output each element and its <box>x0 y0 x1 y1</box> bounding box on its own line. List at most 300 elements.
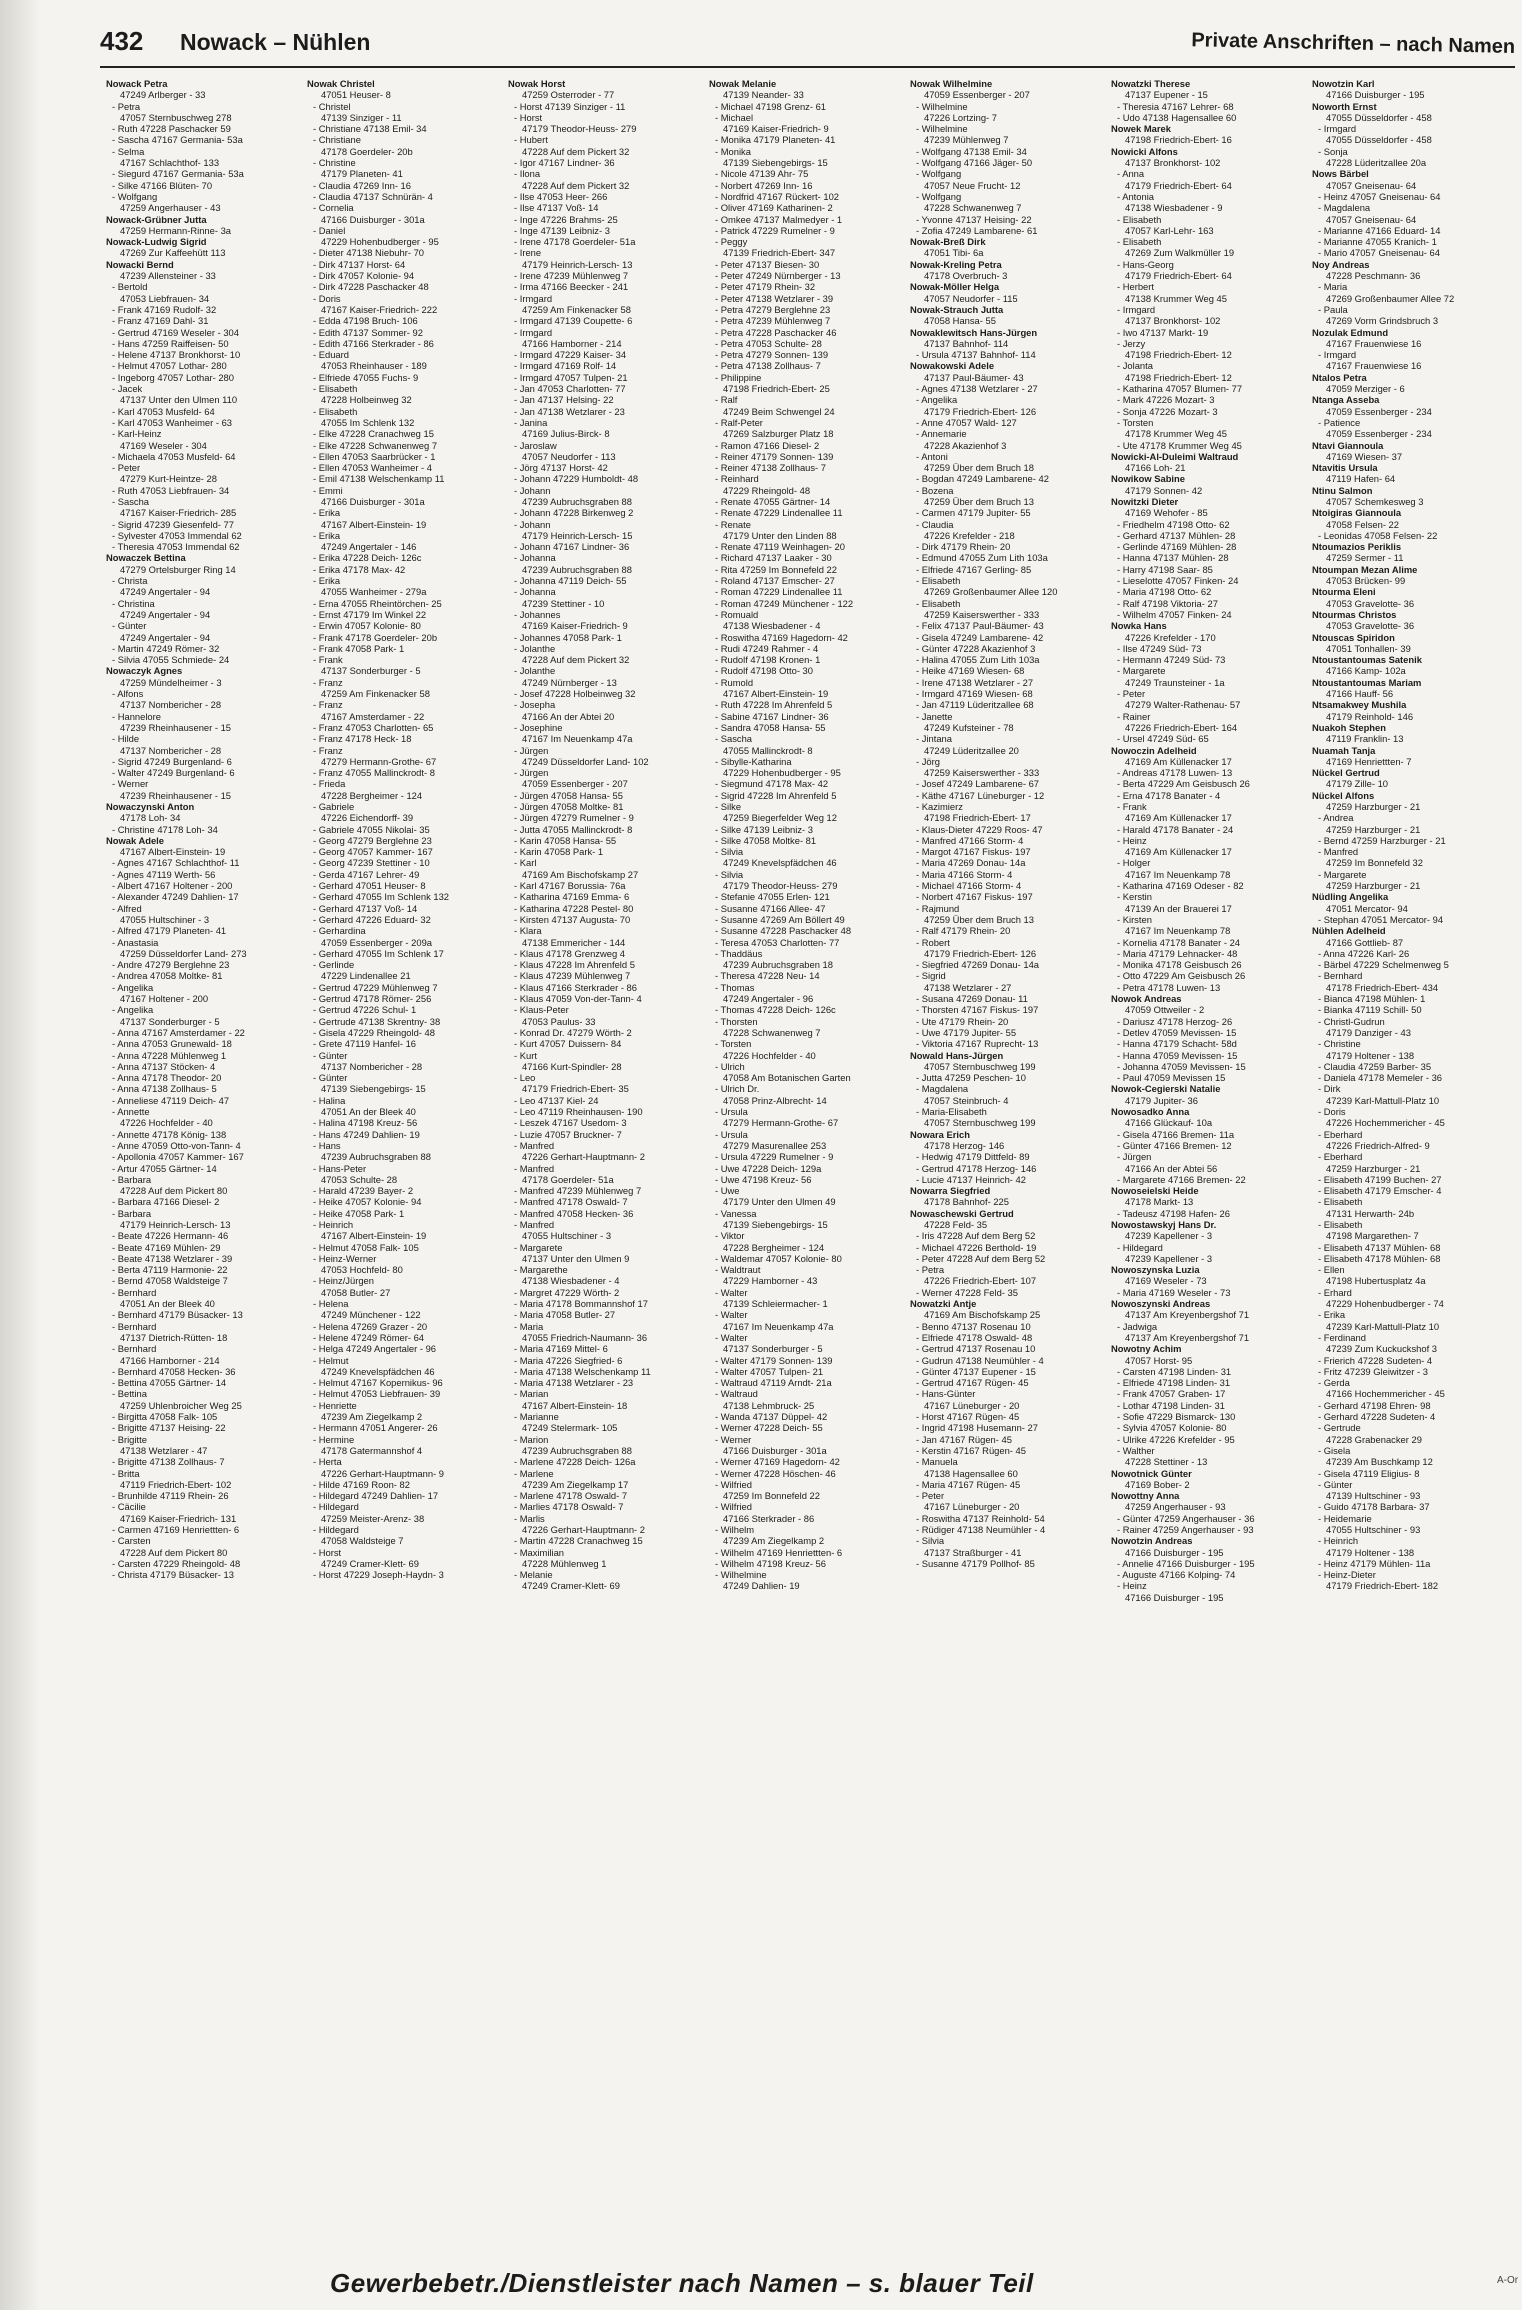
entry-name: - Walter 47249 Burgenland- 6 <box>112 767 235 779</box>
directory-entry <box>508 575 709 586</box>
entry-name: - Manfred 47058 Hecken- 36 <box>514 1207 634 1219</box>
entry-name: Nowaschewski Gertrud <box>910 1207 1014 1219</box>
entry-name: - Irmgard <box>1318 349 1357 361</box>
entry-name: - Gerhard 47226 Eduard- 32 <box>313 913 431 925</box>
entry-name: - Emil 47138 Welschenkamp 11 <box>313 473 445 485</box>
directory-entry <box>307 575 508 598</box>
entry-name: - Halina <box>313 1094 346 1106</box>
entry-address: 47139 Siebengebirgs- 15 <box>723 1218 828 1230</box>
directory-entry <box>709 293 910 304</box>
directory-entry <box>709 1558 910 1569</box>
entry-name: - Doris <box>1318 1106 1346 1118</box>
entry-address: 47228 Peschmann- 36 <box>1326 270 1421 282</box>
directory-entry <box>910 214 1111 225</box>
entry-name: - Gisela 47119 Eligius- 8 <box>1318 1467 1420 1479</box>
entry-name: - Marianne 47166 Eduard- 14 <box>1318 224 1441 236</box>
entry-name: - Irmgard 47057 Tulpen- 21 <box>514 371 628 383</box>
directory-entry <box>709 236 910 259</box>
entry-name: - Frank <box>313 654 343 666</box>
directory-column <box>910 78 1111 2223</box>
entry-name: - Klaus-Dieter 47229 Roos- 47 <box>916 823 1043 835</box>
entry-name: - Irmgard 47169 Rolf- 14 <box>514 360 617 372</box>
entry-address: 47169 Weseler - 73 <box>1125 1275 1207 1287</box>
entry-name: - Anneliese 47119 Deich- 47 <box>112 1094 230 1106</box>
entry-address: 47269 Zur Kaffeehütt 113 <box>120 247 226 259</box>
directory-entry <box>709 440 910 451</box>
entry-name: - Erika <box>313 507 341 519</box>
entry-address: 47169 Kaiser-Friedrich- 9 <box>723 123 829 135</box>
entry-name: - Hildegard <box>1117 1241 1163 1253</box>
entry-name: - Susanne 47179 Pollhof- 85 <box>916 1557 1035 1569</box>
entry-name: - Klara <box>514 925 542 937</box>
entry-name: - Margarete <box>1318 868 1367 880</box>
entry-address: 47059 Essenberger - 234 <box>1326 405 1432 417</box>
directory-entry <box>709 281 910 292</box>
entry-name: - Sofie 47229 Bismarck- 130 <box>1117 1411 1236 1423</box>
entry-name: - Carsten <box>112 1535 151 1547</box>
directory-entry <box>508 993 709 1004</box>
directory-entry <box>106 869 307 880</box>
directory-entry <box>508 1513 709 1536</box>
directory-entry-lead <box>1111 1264 1312 1287</box>
entry-address: 47228 Auf dem Pickert 32 <box>522 145 630 157</box>
directory-entry <box>709 315 910 326</box>
directory-entry <box>1111 609 1312 620</box>
entry-name: - Reiner 47138 Zollhaus- 7 <box>715 462 826 474</box>
directory-entry <box>106 1287 307 1310</box>
entry-name: - Romuald <box>715 608 759 620</box>
directory-entry <box>709 1411 910 1422</box>
entry-address: 47179 Reinhold- 146 <box>1326 710 1414 722</box>
directory-entry <box>106 857 307 868</box>
entry-name: - Auguste 47166 Kolping- 74 <box>1117 1569 1236 1581</box>
directory-entry <box>1111 982 1312 993</box>
entry-address: 47053 Rheinhauser - 189 <box>321 360 427 372</box>
entry-name: - Waldemar 47057 Kolonie- 80 <box>715 1252 842 1264</box>
entry-address: 47179 Holtener - 138 <box>1326 1049 1415 1061</box>
entry-address: 47228 Auf dem Pickert 80 <box>120 1185 228 1197</box>
directory-entry <box>709 982 910 1005</box>
entry-name: - Werner <box>715 1433 752 1445</box>
entry-name: - Franz 47055 Mallinckrodt- 8 <box>313 767 435 779</box>
directory-entry <box>307 1027 508 1038</box>
directory-entry <box>910 485 1111 508</box>
directory-entry <box>910 1083 1111 1106</box>
entry-address: 47137 Am Kreyenbergshof 71 <box>1125 1309 1250 1321</box>
directory-entry <box>106 338 307 349</box>
directory-entry <box>910 1287 1111 1298</box>
directory-entry-lead <box>1312 372 1511 395</box>
directory-entry <box>106 327 307 338</box>
section-title: Private Anschriften – nach Namen <box>1191 29 1516 59</box>
entry-name: - Ursula <box>715 1106 748 1118</box>
directory-entry <box>106 1253 307 1264</box>
entry-name: Nuamah Tanja <box>1312 744 1376 756</box>
entry-name: - Paula <box>1318 303 1348 315</box>
entry-address: 47226 Lortzing- 7 <box>924 111 997 123</box>
entry-name: - Johannes <box>514 608 561 620</box>
entry-name: - Peggy <box>715 236 748 248</box>
entry-address: 47059 Essenberger - 234 <box>1326 428 1432 440</box>
entry-name: Nowaczynski Anton <box>106 801 195 812</box>
entry-name: - Elfriede 47055 Fuchs- 9 <box>313 371 419 383</box>
entry-address: 47119 Hafen- 64 <box>1326 473 1396 485</box>
entry-name: - Andre 47279 Berglehne 23 <box>112 959 230 971</box>
entry-name: - Franz 47178 Heck- 18 <box>313 733 412 745</box>
entry-name: - Silvia <box>916 1535 945 1547</box>
directory-entry <box>910 869 1111 880</box>
entry-name: - Elisabeth 47178 Mühlen- 68 <box>1318 1252 1441 1264</box>
directory-entry <box>307 1355 508 1378</box>
directory-entry <box>1111 654 1312 665</box>
directory-entry <box>508 1208 709 1219</box>
directory-entry <box>709 846 910 869</box>
directory-entry <box>106 891 307 902</box>
directory-entry-lead <box>1312 925 1511 948</box>
entry-address: 47166 Duisburger - 195 <box>1125 1591 1224 1603</box>
directory-entry <box>1312 1287 1511 1310</box>
directory-entry-lead <box>910 360 1111 383</box>
directory-entry <box>1312 281 1511 304</box>
entry-address: 47167 Im Neuenkamp 47a <box>723 1320 834 1332</box>
entry-address: 47166 Duisburger - 195 <box>1125 1546 1224 1558</box>
entry-address: 47055 Düsseldorfer - 458 <box>1326 134 1432 146</box>
directory-entry <box>709 1287 910 1310</box>
entry-name: - Margarete <box>1117 665 1166 677</box>
entry-name: - Anne 47057 Wald- 127 <box>916 416 1017 428</box>
directory-entry <box>106 281 307 304</box>
entry-address: 47167 Albert-Einstein- 19 <box>321 1230 427 1242</box>
entry-name: - Rainer 47259 Angerhauser - 93 <box>1117 1524 1254 1535</box>
entry-name: - Wilhelmine <box>715 1569 767 1581</box>
directory-entry <box>508 473 709 484</box>
entry-name: - Waltraud <box>715 1388 758 1400</box>
directory-entry <box>106 1027 307 1038</box>
entry-name: Nowotzin Karl <box>1312 78 1375 89</box>
directory-entry <box>508 112 709 135</box>
entry-name: - Gerlinde 47169 Mühlen- 28 <box>1117 541 1237 553</box>
entry-name: - Gabriele <box>313 801 355 812</box>
entry-name: - Angelika <box>112 981 154 993</box>
directory-entry <box>910 146 1111 157</box>
directory-entry <box>106 1377 307 1388</box>
directory-entry <box>307 440 508 451</box>
entry-name: Ntoigiras Giannoula <box>1312 507 1402 519</box>
directory-entry <box>1312 846 1511 869</box>
directory-entry <box>1312 1479 1511 1502</box>
entry-name: - Leszek 47167 Usedom- 3 <box>514 1117 627 1129</box>
entry-name: - Erika 47178 Max- 42 <box>313 563 406 575</box>
directory-entry <box>1312 1151 1511 1174</box>
directory-entry <box>307 259 508 270</box>
entry-address: 47226 Hochfelder - 40 <box>120 1117 213 1129</box>
entry-name: - Margot 47167 Fiskus- 197 <box>916 846 1031 858</box>
entry-name: - Frank 47178 Goerdeler- 20b <box>313 631 438 643</box>
directory-entry <box>910 756 1111 779</box>
entry-name: Nowikow Sabine <box>1111 473 1185 485</box>
entry-name: - Horst <box>514 111 543 123</box>
entry-name: Nowald Hans-Jürgen <box>910 1049 1004 1061</box>
entry-address: 47179 Theodor-Heuss- 279 <box>723 880 838 892</box>
directory-entry-lead <box>1312 440 1511 463</box>
entry-address: 47239 Am Ziegelkamp 2 <box>723 1535 825 1547</box>
entry-name: - Lieselotte 47057 Finken- 24 <box>1117 575 1239 587</box>
directory-entry <box>508 1434 709 1457</box>
entry-name: - Jolanta <box>1117 360 1153 372</box>
entry-name: - Eberhard <box>1318 1151 1363 1163</box>
directory-entry <box>307 959 508 982</box>
directory-entry <box>106 191 307 214</box>
directory-entry <box>709 925 910 936</box>
directory-entry <box>709 507 910 518</box>
entry-address: 47138 Wiesbadener - 4 <box>723 620 821 632</box>
directory-entry <box>1312 993 1511 1004</box>
directory-entry <box>709 134 910 145</box>
directory-entry <box>1312 349 1511 372</box>
entry-name: - Martin 47249 Römer- 32 <box>112 642 220 654</box>
entry-name: Nowak-Breß Dirk <box>910 236 986 248</box>
entry-name: - Josepha <box>514 699 556 711</box>
directory-entry-lead <box>1312 101 1511 124</box>
directory-entry <box>1111 824 1312 835</box>
entry-address: 47166 Loh- 21 <box>1125 462 1186 474</box>
entry-name: Ntoustantoumas Satenik <box>1312 654 1422 666</box>
entry-name: - Frank 47058 Park- 1 <box>313 642 405 654</box>
entry-name: Ntalos Petra <box>1312 371 1367 383</box>
entry-name: - Ulrike 47226 Krefelder - 95 <box>1117 1433 1235 1445</box>
directory-entry <box>508 970 709 981</box>
entry-address: 47239 Am Buschkamp 12 <box>1326 1456 1433 1468</box>
entry-name: - Michaela 47053 Musfeld- 64 <box>112 450 236 462</box>
directory-entry <box>106 1230 307 1241</box>
entry-name: - Anne 47059 Otto-von-Tann- 4 <box>112 1139 241 1151</box>
directory-entry <box>1111 383 1312 394</box>
entry-name: - Hans-Peter <box>313 1162 367 1174</box>
entry-name: - Tadeusz 47198 Hafen- 26 <box>1117 1207 1230 1219</box>
entry-address: 47139 Hultschiner - 93 <box>1326 1490 1421 1502</box>
directory-entry <box>709 191 910 202</box>
directory-entry <box>508 1106 709 1117</box>
directory-entry <box>106 451 307 462</box>
entry-address: 47269 Zum Walkmüller 19 <box>1125 247 1235 259</box>
entry-name: Nowaczyk Agnes <box>106 665 183 677</box>
directory-entry <box>709 1264 910 1287</box>
entry-name: - Jerzy <box>1117 337 1146 349</box>
entry-name: - Ralf-Peter <box>715 416 763 428</box>
directory-entry-lead <box>1111 78 1312 101</box>
directory-entry <box>508 1535 709 1546</box>
directory-entry <box>1111 541 1312 552</box>
entry-address: 47249 Cramer-Klett- 69 <box>522 1580 620 1592</box>
entry-name: - Marlene 47228 Deich- 126a <box>514 1456 636 1468</box>
entry-address: 47057 Sternbuschweg 199 <box>924 1060 1036 1072</box>
entry-address: 47137 Nombericher - 28 <box>321 1060 423 1072</box>
directory-entry <box>106 1083 307 1094</box>
entry-name: - Petra 47178 Luwen- 13 <box>1117 981 1221 993</box>
entry-name: - Gisela 47249 Lambarene- 42 <box>916 631 1044 643</box>
entry-name: - Magdalena <box>916 1083 969 1095</box>
directory-entry <box>106 462 307 485</box>
entry-name: - Annette <box>112 1106 150 1118</box>
entry-address: 47055 Friedrich-Naumann- 36 <box>522 1331 648 1343</box>
directory-entry <box>508 315 709 326</box>
entry-address: 47249 Düsseldorfer Land- 102 <box>522 755 649 767</box>
entry-name: - Carmen 47169 Henriettten- 6 <box>112 1524 240 1535</box>
entry-name: - Annemarie <box>916 428 967 440</box>
entry-name: - Peter 47249 Nürnberger - 13 <box>715 270 841 282</box>
entry-name: - Carsten 47229 Rheingold- 48 <box>112 1557 241 1569</box>
entry-name: - Ellen 47053 Saarbrücker - 1 <box>313 450 436 462</box>
directory-entry <box>1312 1309 1511 1332</box>
entry-address: 47167 Albert-Einstein- 19 <box>120 846 226 858</box>
directory-entry-lead <box>1111 1083 1312 1106</box>
entry-name: - Felix 47137 Paul-Bäumer- 43 <box>916 620 1044 632</box>
entry-address: 47119 Friedrich-Ebert- 102 <box>120 1478 232 1490</box>
entry-address: 47229 Hohenbudberger - 74 <box>1326 1298 1444 1310</box>
entry-address: 47226 Gerhart-Hauptmann- 2 <box>522 1524 645 1535</box>
entry-name: - Cornelia <box>313 202 354 214</box>
entry-name: - Margarete 47166 Bremen- 22 <box>1117 1173 1246 1185</box>
directory-entry-lead <box>1111 1490 1312 1513</box>
entry-name: - Uwe 47179 Jupiter- 55 <box>916 1026 1017 1038</box>
entry-address: 47179 Heinrich-Lersch- 15 <box>522 529 633 541</box>
entry-name: - Eberhard <box>1318 1128 1363 1140</box>
entry-name: - Franz 47169 Dahl- 31 <box>112 315 209 327</box>
entry-address: 47137 Bahnhof- 114 <box>924 337 1009 349</box>
entry-name: - Sascha <box>715 733 752 745</box>
directory-entry <box>106 1468 307 1491</box>
directory-entry <box>910 1151 1111 1162</box>
entry-address: 47259 Uhlenbroicher Weg 25 <box>120 1399 242 1411</box>
entry-address: 47138 Wiesbadener - 4 <box>522 1275 620 1287</box>
directory-entry <box>709 1185 910 1208</box>
entry-name: - Claudia <box>916 518 954 530</box>
directory-entry <box>508 722 709 745</box>
entry-address: 47057 Horst- 95 <box>1125 1354 1193 1366</box>
entry-address: 47057 Sternbuschweg 199 <box>924 1117 1036 1129</box>
directory-entry <box>106 315 307 326</box>
entry-name: - Klaus 47166 Sterkrader - 86 <box>514 981 637 993</box>
entry-name: - Manfred <box>1318 846 1359 858</box>
directory-entry <box>1111 575 1312 586</box>
entry-address: 47057 Karl-Lehr- 163 <box>1125 224 1214 236</box>
entry-name: - Erwin 47057 Kolonie- 80 <box>313 620 421 632</box>
entry-name: - Josephine <box>514 721 563 733</box>
directory-entry-lead <box>1312 327 1511 350</box>
directory-entry <box>307 134 508 157</box>
entry-name: - Theresia 47167 Lehrer- 68 <box>1117 100 1234 112</box>
entry-name: - Jan 47119 Lüderitzallee 68 <box>916 699 1034 711</box>
entry-name: - Brigitte 47138 Zollhaus- 7 <box>112 1456 225 1468</box>
directory-entry <box>709 146 910 169</box>
entry-name: - Gertrud 47229 Mühlenweg 7 <box>313 981 438 993</box>
directory-entry <box>307 1253 508 1276</box>
directory-entry <box>307 880 508 891</box>
directory-entry <box>307 1400 508 1423</box>
directory-entry <box>1312 1422 1511 1445</box>
entry-name: Nückel Alfons <box>1312 789 1375 801</box>
directory-entry <box>709 304 910 315</box>
entry-name: - Christl-Gudrun <box>1318 1015 1385 1027</box>
entry-name: - Thorsten 47167 Fiskus- 197 <box>916 1004 1039 1016</box>
directory-entry <box>508 1569 709 1592</box>
directory-entry <box>307 722 508 733</box>
entry-name: - Dieter 47138 Niebuhr- 70 <box>313 247 424 259</box>
entry-name: - Sibylle-Katharina <box>715 755 792 767</box>
directory-entry <box>106 1535 307 1558</box>
entry-name: - Roswitha 47137 Reinhold- 54 <box>916 1512 1045 1524</box>
entry-address: 47259 Angerhauser - 93 <box>1125 1501 1226 1513</box>
entry-name: - Helene 47137 Bronkhorst- 10 <box>112 349 241 361</box>
entry-name: - Petra 47279 Sonnen- 139 <box>715 349 829 361</box>
directory-entry <box>709 168 910 179</box>
entry-address: 47249 Angertaler - 146 <box>321 541 417 553</box>
entry-address: 47178 Gatermannshof 4 <box>321 1444 423 1456</box>
entry-name: - Jan 47138 Wetzlarer - 23 <box>514 405 625 417</box>
entry-name: - Georg 47239 Stettiner - 10 <box>313 857 430 869</box>
entry-name: - Rumold <box>715 676 754 688</box>
entry-name: - Johanna <box>514 586 556 598</box>
directory-entry <box>106 1140 307 1151</box>
directory-entry <box>1111 1580 1312 1603</box>
entry-name: - Christine 47178 Loh- 34 <box>112 823 218 835</box>
entry-address: 47249 Angertaler - 94 <box>120 608 211 620</box>
directory-entry <box>508 383 709 394</box>
directory-entry <box>910 778 1111 789</box>
entry-name: Noworth Ernst <box>1312 100 1377 112</box>
entry-address: 47051 Heuser- 8 <box>321 89 391 101</box>
directory-entry-lead <box>910 236 1111 259</box>
entry-name: - Britta <box>112 1467 140 1479</box>
entry-name: - Antoni <box>916 450 948 462</box>
directory-entry <box>1111 1287 1312 1298</box>
entry-name: - Maria <box>514 1320 544 1332</box>
entry-address: 47051 Mercator- 94 <box>1326 902 1408 914</box>
directory-entry <box>709 101 910 112</box>
entry-name: - Heidemarie <box>1318 1512 1372 1524</box>
directory-entry <box>307 485 508 508</box>
entry-address: 47249 Angertaler - 94 <box>120 631 211 643</box>
directory-entry <box>910 451 1111 474</box>
entry-name: - Wilfried <box>715 1478 752 1490</box>
entry-name: - Gerhard 47055 Im Schlenk 17 <box>313 947 444 959</box>
directory-entry <box>106 1050 307 1061</box>
entry-name: - Silke 47139 Leibniz- 3 <box>715 823 813 835</box>
entry-name: - Herbert <box>1117 281 1154 293</box>
directory-entry <box>307 1163 508 1186</box>
entry-name: - Josef 47249 Lambarene- 67 <box>916 778 1039 790</box>
directory-entry <box>1111 1400 1312 1411</box>
entry-name: - Barbara <box>112 1207 152 1219</box>
entry-name: - Heinrich <box>1318 1535 1359 1547</box>
entry-address: 47228 Auf dem Pickert 32 <box>522 654 630 666</box>
entry-address: 47178 Herzog- 146 <box>924 1139 1005 1151</box>
directory-entry <box>106 146 307 169</box>
directory-entry <box>1111 327 1312 338</box>
entry-address: 47226 Eichendorff- 39 <box>321 812 414 824</box>
directory-entry <box>709 835 910 846</box>
directory-entry <box>910 937 1111 960</box>
entry-name: - Gertrud 47169 Weseler - 304 <box>112 326 239 338</box>
directory-entry <box>106 1490 307 1501</box>
directory-entry <box>508 1490 709 1501</box>
entry-address: 47169 Am Küllenacker 17 <box>1125 812 1232 824</box>
directory-entry <box>508 745 709 768</box>
entry-name: - Marlene <box>514 1467 554 1479</box>
directory-entry <box>910 993 1111 1004</box>
directory-entry <box>910 959 1111 970</box>
directory-entry <box>508 281 709 292</box>
